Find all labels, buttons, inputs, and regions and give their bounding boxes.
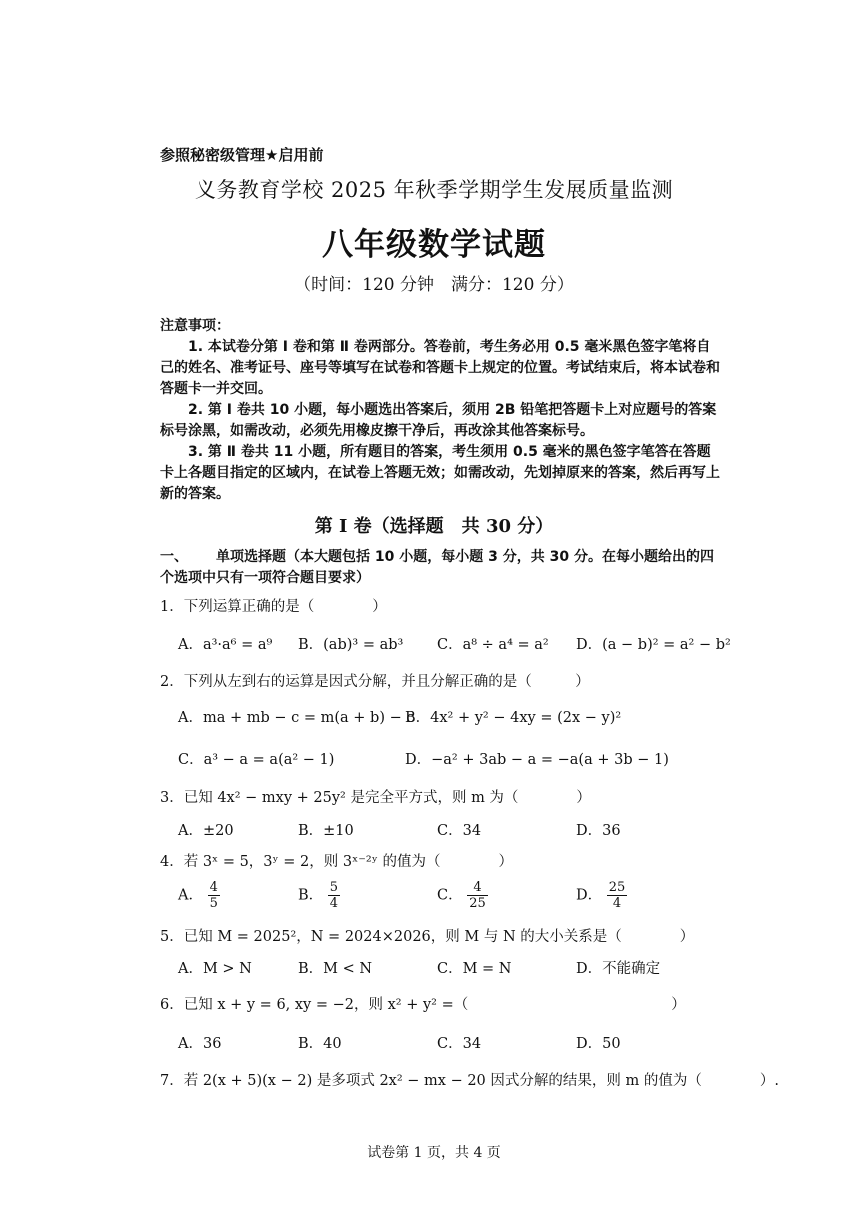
option-label: C． <box>437 887 463 904</box>
question-stem: 7．若 2(x + 5)(x − 2) 是多项式 2x² − mx − 20 因式分解的结果，则 m 的值为（ ）. <box>160 1073 779 1089</box>
part-number: 一、 <box>160 549 188 565</box>
denominator: 4 <box>329 896 339 911</box>
denominator: 4 <box>612 896 622 911</box>
option-a: A．M > N <box>178 961 252 977</box>
question-stem: 6．已知 x + y = 6, xy = −2，则 x² + y² =（ ） <box>160 997 686 1013</box>
option-a: A．a³·a⁶ = a⁹ <box>178 637 273 653</box>
fraction <box>607 880 628 911</box>
option-b: B．40 <box>298 1036 342 1052</box>
question-stem: 2．下列从左到右的运算是因式分解，并且分解正确的是（ ） <box>160 674 590 690</box>
time-score-line: （时间：120 分钟 满分：120 分） <box>294 275 574 295</box>
option-label: D． <box>576 887 603 904</box>
question-stem: 1．下列运算正确的是（ ） <box>160 599 387 615</box>
denominator: 5 <box>209 896 218 911</box>
question-stem: 4．若 3ˣ = 5，3ʸ = 2，则 3ˣ⁻²ʸ 的值为（ ） <box>160 854 513 870</box>
denominator: 25 <box>469 896 486 911</box>
option-d: D．−a² + 3ab − a = −a(a + 3b − 1) <box>405 752 669 768</box>
secret-level-label: 参照秘密级管理★启用前 <box>160 146 324 164</box>
option-b: B．4x² + y² − 4xy = (2x − y)² <box>405 710 622 726</box>
numerator: 5 <box>329 880 339 895</box>
option-b: B．M < N <box>298 961 373 977</box>
option-label: B． <box>298 887 324 904</box>
option-c: C．M = N <box>437 961 512 977</box>
page-footer: 试卷第 1 页，共 4 页 <box>367 1145 501 1161</box>
numerator: 4 <box>209 880 218 895</box>
option-d <box>576 880 627 911</box>
notes-heading: 注意事项： <box>160 318 230 334</box>
part-instructions <box>160 547 720 589</box>
option-b: B．(ab)³ = ab³ <box>298 637 404 653</box>
section-title: 第 I 卷（选择题 共 30 分） <box>314 516 554 537</box>
school-line: 义务教育学校 2025 年秋季学期学生发展质量监测 <box>194 178 674 202</box>
option-d: D．50 <box>576 1036 621 1052</box>
option-label: A． <box>178 887 203 904</box>
exam-title: 八年级数学试题 <box>322 227 546 263</box>
numerator: 25 <box>608 880 626 895</box>
option-c: C．a³ − a = a(a² − 1) <box>178 752 335 768</box>
question-stem: 3．已知 4x² − mxy + 25y² 是完全平方式，则 m 为（ ） <box>160 790 591 806</box>
option-c: C．34 <box>437 823 482 839</box>
option-d: D．(a − b)² = a² − b² <box>576 637 731 653</box>
notes-block <box>160 316 720 505</box>
option-c <box>437 880 488 911</box>
option-b: B．±10 <box>298 823 354 839</box>
note-item-1: 1. 本试卷分第 Ⅰ 卷和第 Ⅱ 卷两部分。答卷前，考生务必用 0.5 毫米黑色签字笔将自己的姓名、准考证号、座号等填写在试卷和答题卡上规定的位置。考试结束后，将本试卷和答题卡一并交回。 <box>160 339 720 397</box>
fraction <box>328 880 340 911</box>
note-item-2: 2. 第 Ⅰ 卷共 10 小题，每小题选出答案后，须用 2B 铅笔把答题卡上对应题号的答案标号涂黑，如需改动，必须先用橡皮擦干净后，再改涂其他答案标号。 <box>160 402 717 439</box>
note-item-3: 3. 第 Ⅱ 卷共 11 小题，所有题目的答案，考生须用 0.5 毫米的黑色签字笔答在答题卡上各题目指定的区域内，在试卷上答题无效；如需改动，先划掉原来的答案，然后再写上新的答案。 <box>160 444 720 502</box>
option-d: D．36 <box>576 823 621 839</box>
option-c: C．34 <box>437 1036 482 1052</box>
option-b <box>298 880 340 911</box>
option-d: D．不能确定 <box>576 961 661 977</box>
option-c: C．a⁸ ÷ a⁴ = a² <box>437 637 549 653</box>
numerator: 4 <box>467 880 488 896</box>
option-a <box>178 880 220 911</box>
question-stem: 5．已知 M = 2025²，N = 2024×2026，则 M 与 N 的大小关系是（ ） <box>160 929 695 945</box>
option-a: A．36 <box>178 1036 222 1052</box>
option-a: A．ma + mb − c = m(a + b) − c <box>178 710 415 726</box>
fraction <box>467 880 488 911</box>
option-a: A．±20 <box>178 823 234 839</box>
fraction <box>208 880 220 911</box>
part-text: 单项选择题（本大题包括 10 小题，每小题 3 分，共 30 分。在每小题给出的四个选项中只有一项符合题目要求） <box>160 549 714 586</box>
